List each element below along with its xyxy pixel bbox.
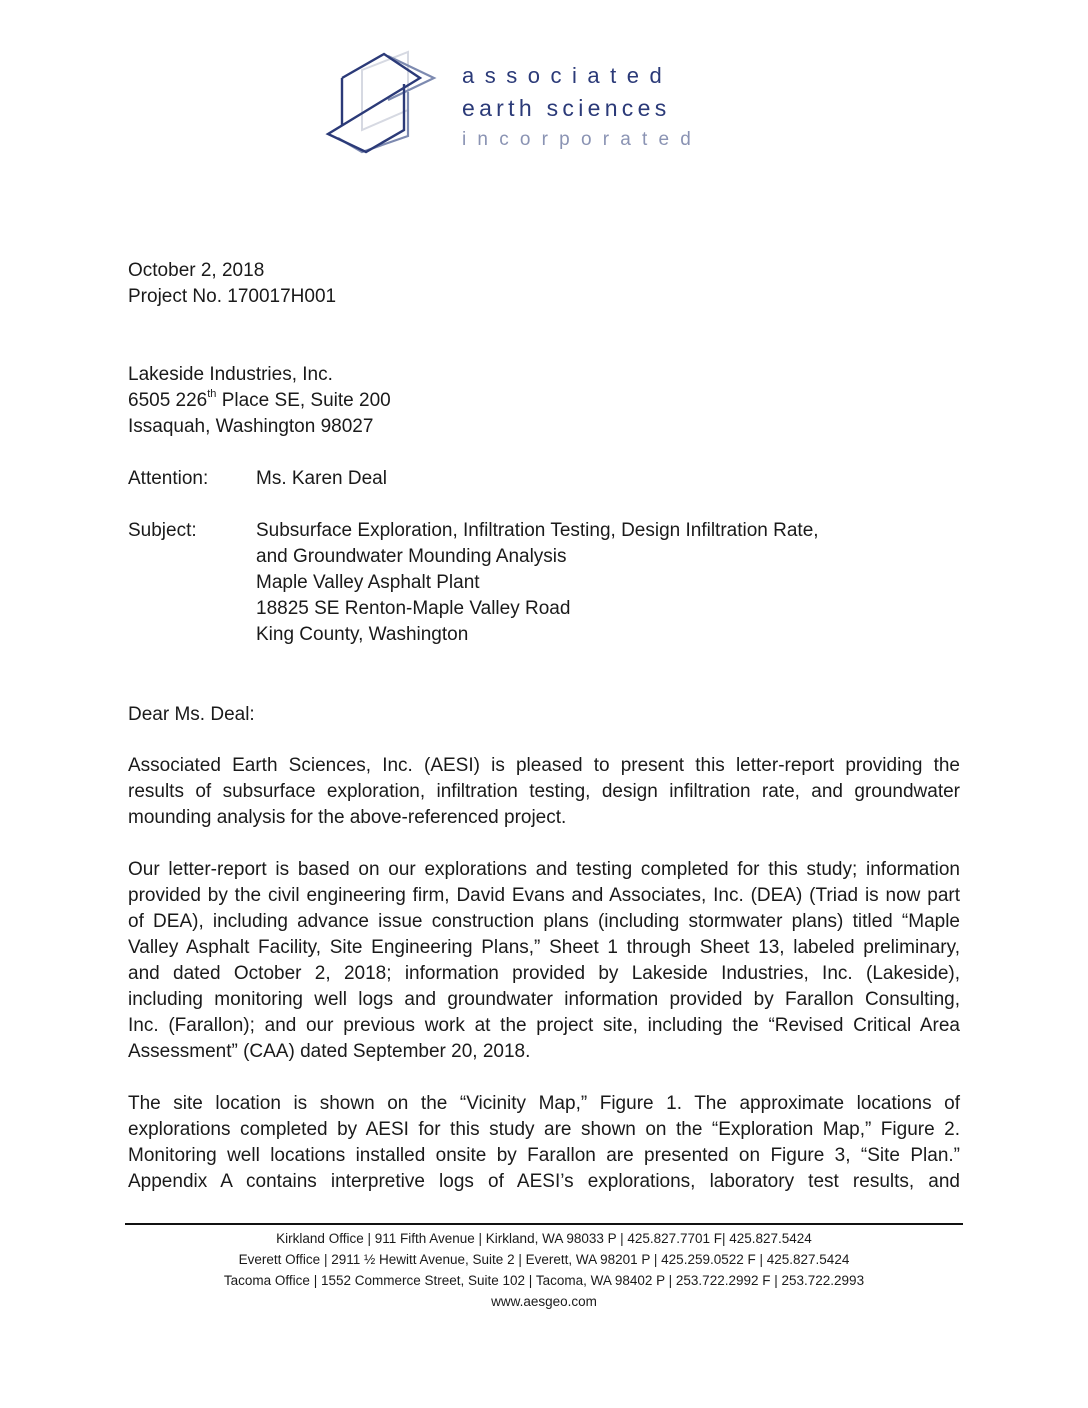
recipient-address-line-2: Issaquah, Washington 98027 xyxy=(128,416,374,437)
paragraph-line: Inc. (Farallon); and our previous work at the project site, including the “Revised Critical Area xyxy=(128,1015,960,1036)
paragraph-line: explorations completed by AESI for this study are shown on the “Exploration Map,” Figure 2. xyxy=(128,1119,960,1140)
attention-value: Ms. Karen Deal xyxy=(256,468,387,489)
footer-divider xyxy=(125,1223,963,1225)
body-paragraph-3 xyxy=(128,1091,960,1195)
paragraph-line: Assessment” (CAA) dated September 20, 2018. xyxy=(128,1041,531,1062)
subject-line-3: Maple Valley Asphalt Plant xyxy=(256,572,480,593)
paragraph-line: including monitoring well logs and groundwater information provided by Farallon Consulting, xyxy=(128,989,960,1010)
attention-label: Attention: xyxy=(128,468,209,489)
footer-website-link[interactable]: www.aesgeo.com xyxy=(491,1294,597,1309)
address-street: Place SE, Suite 200 xyxy=(216,390,391,411)
company-logo xyxy=(322,48,722,154)
paragraph-line: of DEA), including advance issue construction plans (including stormwater plans) titled “Maple xyxy=(128,911,960,932)
logo-line-associated: associated xyxy=(462,63,673,88)
address-number: 6505 226 xyxy=(128,390,208,411)
subject-line-1: Subsurface Exploration, Infiltration Testing, Design Infiltration Rate, xyxy=(256,520,819,541)
paragraph-line: Valley Asphalt Facility, Site Engineering Plans,” Sheet 1 through Sheet 13, labeled preliminary, xyxy=(128,937,960,958)
subject-line-4: 18825 SE Renton-Maple Valley Road xyxy=(256,598,571,619)
salutation: Dear Ms. Deal: xyxy=(128,704,255,725)
paragraph-line: Monitoring well locations installed onsite by Farallon are presented on Figure 3, “Site Plan.” xyxy=(128,1145,960,1166)
paragraph-line: Appendix A contains interpretive logs of AESI’s explorations, laboratory test results, and xyxy=(128,1171,960,1192)
body-paragraph-1 xyxy=(128,753,960,831)
logo-line-earth-sciences: earth sciences xyxy=(462,95,671,121)
subject-line-5: King County, Washington xyxy=(256,624,469,645)
subject-label: Subject: xyxy=(128,520,197,541)
paragraph-line: results of subsurface exploration, infiltration testing, design infiltration rate, and groundwater xyxy=(128,781,960,802)
letter-date: October 2, 2018 xyxy=(128,260,265,281)
footer-everett-office: Everett Office | 2911 ½ Hewitt Avenue, Suite 2 | Everett, WA 98201 P | 425.259.0522 F | 425.827.5424 xyxy=(238,1252,850,1267)
recipient-company: Lakeside Industries, Inc. xyxy=(128,364,333,385)
recipient-address-line-1 xyxy=(128,388,391,414)
paragraph-line: Our letter-report is based on our explorations and testing completed for this study; information xyxy=(128,859,960,880)
paragraph-line: The site location is shown on the “Vicinity Map,” Figure 1. The approximate locations of xyxy=(128,1093,960,1114)
ordinal-suffix: th xyxy=(207,387,217,400)
body-paragraph-2 xyxy=(128,857,960,1065)
subject-line-2: and Groundwater Mounding Analysis xyxy=(256,546,567,567)
paragraph-line: mounding analysis for the above-referenced project. xyxy=(128,807,567,828)
paragraph-line: and dated October 2, 2018; information provided by Lakeside Industries, Inc. (Lakeside), xyxy=(128,963,960,984)
paragraph-line: provided by the civil engineering firm, David Evans and Associates, Inc. (DEA) (Triad is now part xyxy=(128,885,960,906)
footer-tacoma-office: Tacoma Office | 1552 Commerce Street, Suite 102 | Tacoma, WA 98402 P | 253.722.2992 F | 253.722.2993 xyxy=(223,1273,865,1288)
project-number: Project No. 170017H001 xyxy=(128,286,337,307)
footer-kirkland-office: Kirkland Office | 911 Fifth Avenue | Kirkland, WA 98033 P | 425.827.7701 F| 425.827.5424 xyxy=(276,1231,812,1246)
paragraph-line: Associated Earth Sciences, Inc. (AESI) is pleased to present this letter-report providing the xyxy=(128,755,960,776)
aesi-logo-mark-icon xyxy=(322,48,442,154)
logo-line-incorporated: incorporated xyxy=(462,129,703,150)
letterhead-footer xyxy=(125,1228,963,1312)
logo-wordmark xyxy=(462,60,702,156)
